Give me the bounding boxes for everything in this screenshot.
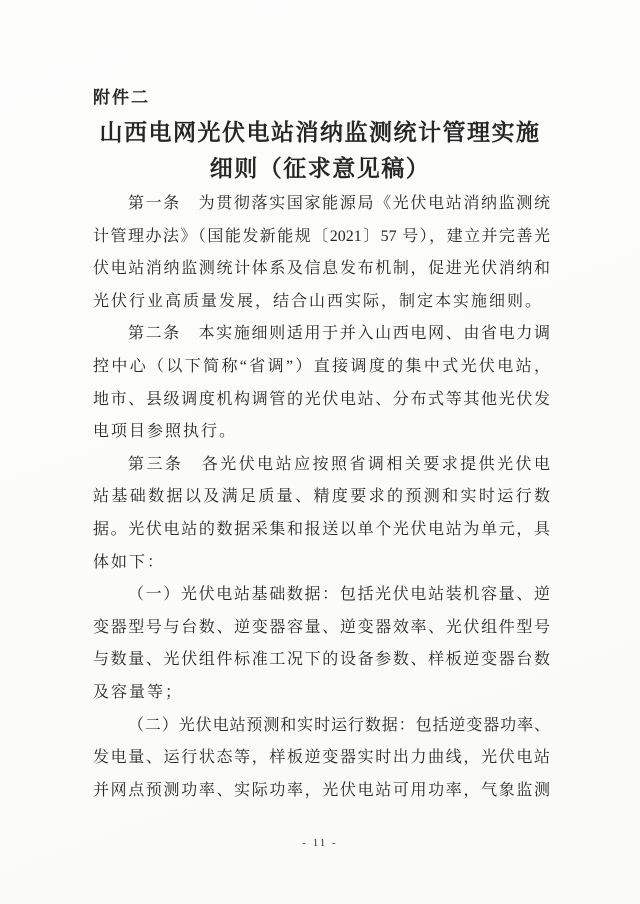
body-line: 伏电站消纳监测统计体系及信息发布机制，促进光伏消纳和 (93, 260, 550, 278)
body-line: 地市、县级调度机构调管的光伏电站、分布式等其他光伏发 (93, 390, 550, 408)
body-line: 第二条 本实施细则适用于并入山西电网、由省电力调 (128, 325, 550, 343)
body-line: （二）光伏电站预测和实时运行数据：包括逆变器功率、 (128, 716, 550, 734)
body-line: 第三条 各光伏电站应按照省调相关要求提供光伏电 (128, 455, 550, 473)
body-line: 体如下： (93, 553, 166, 571)
body-line: 计管理办法》（国能发新能规〔2021〕57 号），建立并完善光 (93, 227, 550, 245)
title-line-1: 山西电网光伏电站消纳监测统计管理实施 (99, 120, 541, 145)
body-line: 变器型号与台数、逆变器容量、逆变器效率、光伏组件型号 (93, 618, 550, 636)
body-line: 控中心（以下简称“省调”）直接调度的集中式光伏电站， (93, 357, 550, 375)
body-line: 并网点预测功率、实际功率，光伏电站可用功率，气象监测 (93, 781, 550, 799)
attachment-label: 附件二 (93, 88, 150, 107)
body-line: 据。光伏电站的数据采集和报送以单个光伏电站为单元，具 (93, 520, 550, 538)
body-line: 电项目参照执行。 (93, 423, 238, 441)
body-line: 站基础数据以及满足质量、精度要求的预测和实时运行数 (93, 488, 550, 506)
body-line: 第一条 为贯彻落实国家能源局《光伏电站消纳监测统 (128, 195, 550, 212)
body-line: 与数量、光伏组件标准工况下的设备参数、样板逆变器台数 (93, 651, 550, 669)
body-line: 光伏行业高质量发展，结合山西实际，制定本实施细则。 (93, 292, 544, 310)
title-line-2: 细则（征求意见稿） (209, 156, 431, 181)
document-body (93, 188, 550, 807)
body-line: 及容量等； (93, 683, 184, 701)
page-number: - 11 - (302, 837, 338, 849)
body-line: （一）光伏电站基础数据：包括光伏电站装机容量、逆 (128, 586, 550, 604)
body-line: 发电量、运行状态等，样板逆变器实时出力曲线，光伏电站 (93, 749, 550, 767)
document-title (50, 115, 590, 187)
